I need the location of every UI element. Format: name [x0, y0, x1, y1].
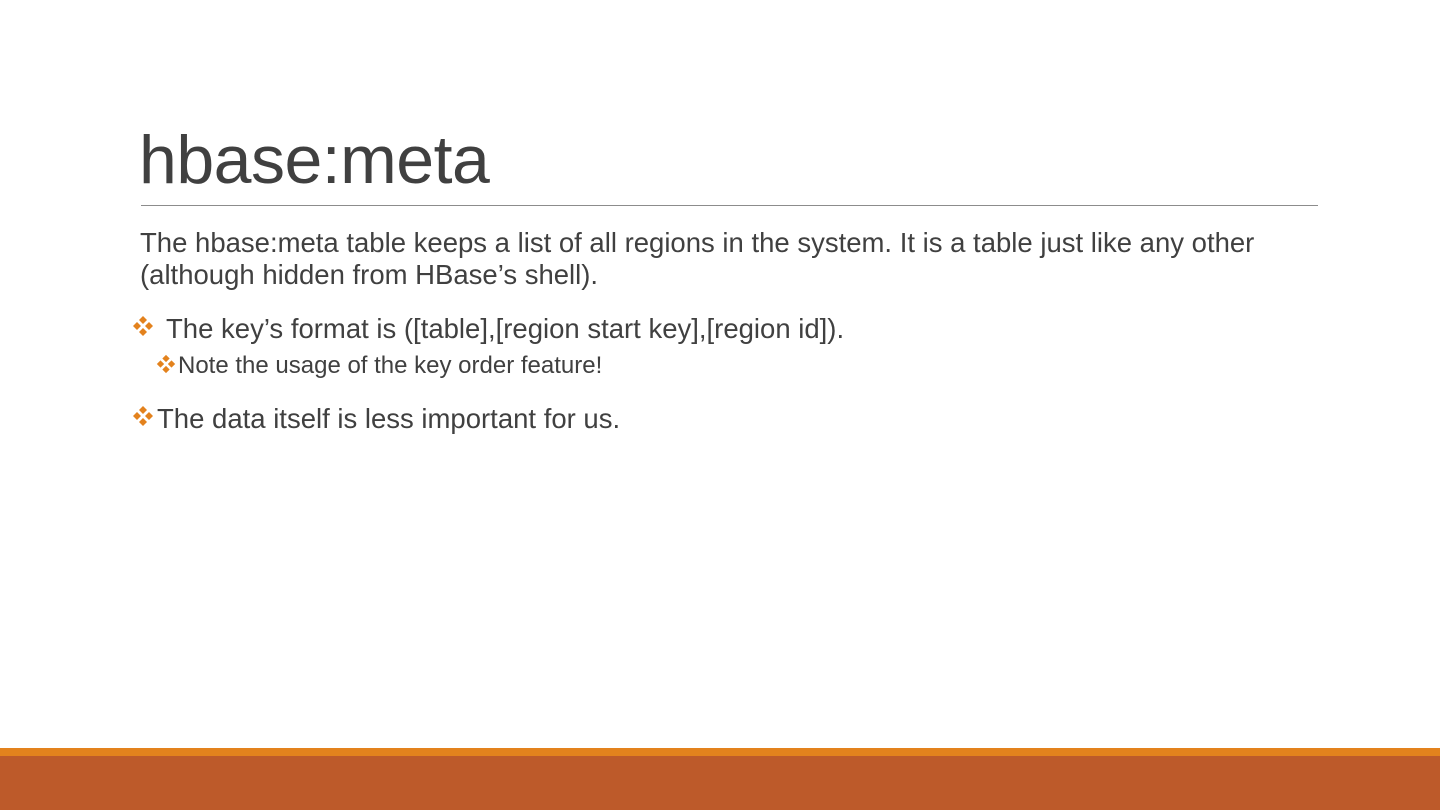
- four-diamond-bullet-icon: [131, 314, 155, 338]
- bullet-item: [131, 311, 844, 347]
- title-divider: [141, 205, 1318, 206]
- footer-bar: [0, 756, 1440, 810]
- intro-paragraph: The hbase:meta table keeps a list of all regions in the system. It is a table just like any other (although hidden from HBase’s shell).: [140, 227, 1255, 290]
- sub-bullet-text: Note the usage of the key order feature!: [178, 352, 603, 379]
- bullet-item: [131, 401, 620, 437]
- four-diamond-bullet-icon: [155, 353, 177, 375]
- four-diamond-bullet-icon: [131, 404, 155, 428]
- bullet-text: The data itself is less important for us.: [157, 403, 621, 434]
- footer-accent-stripe: [0, 748, 1440, 756]
- sub-bullet-item: [155, 350, 602, 382]
- slide-title: hbase:meta: [139, 122, 490, 198]
- bullet-text: The key’s format is ([table],[region start key],[region id]).: [166, 313, 845, 344]
